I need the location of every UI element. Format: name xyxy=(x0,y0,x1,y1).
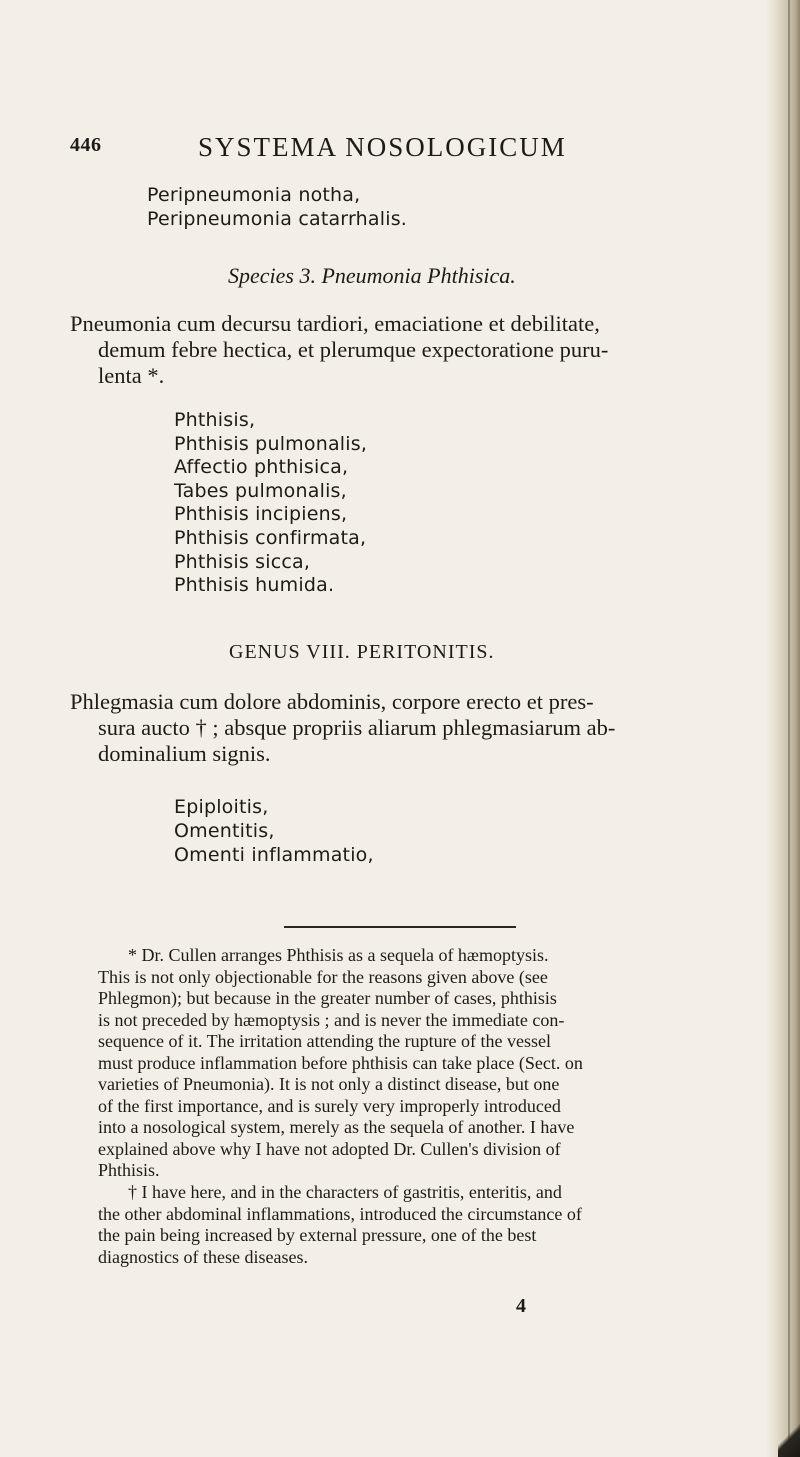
definition-line: Phlegmasia cum dolore abdominis, corpore erecto et pres- xyxy=(70,689,594,714)
footnote-line: is not preceded by hæmoptysis ; and is never the immediate con- xyxy=(98,1009,565,1030)
synonym-entry: Phthisis pulmonalis, xyxy=(174,432,368,455)
footnote-line: into a nosological system, merely as the sequela of another. I have xyxy=(98,1117,575,1137)
footnote-star xyxy=(98,945,800,1182)
footnote-line: varieties of Pneumonia). It is not only a distinct disease, but one xyxy=(98,1074,560,1094)
catchword: 4 xyxy=(516,1295,526,1317)
page-number: 446 xyxy=(70,134,102,156)
synonym-entry: Phthisis, xyxy=(174,409,256,431)
genus-definition xyxy=(70,689,800,767)
footnote-line: the pain being increased by external pressure, one of the best xyxy=(98,1225,537,1245)
running-title: SYSTEMA NOSOLOGICUM xyxy=(198,132,567,162)
footnote-line: diagnostics of these diseases. xyxy=(98,1246,308,1267)
definition-line: Pneumonia cum decursu tardiori, emaciatione et debilitate, xyxy=(70,311,600,336)
definition-line: demum febre hectica, et plerumque expectoratione puru- xyxy=(98,337,609,362)
definition-line: dominalium signis. xyxy=(98,741,271,766)
synonym-entry: Tabes pulmonalis, xyxy=(174,479,347,502)
genus-synonym-list xyxy=(174,795,800,867)
synonym-entry: Peripneumonia notha, xyxy=(147,184,361,206)
footnote-line: Phthisis. xyxy=(98,1160,160,1180)
synonym-entry: Phthisis humida. xyxy=(174,574,335,597)
footnote-line: * Dr. Cullen arranges Phthisis as a sequela of hæmoptysis. xyxy=(128,945,549,965)
synonym-entry: Phthisis sicca, xyxy=(174,550,311,573)
footnote-line: the other abdominal inflammations, introduced the circumstance of xyxy=(98,1203,582,1224)
species-synonym-list xyxy=(174,409,800,598)
footnote-dagger xyxy=(98,1182,800,1268)
top-synonym-list xyxy=(147,183,800,231)
footnote-line: of the first importance, and is surely very improperly introduced xyxy=(98,1095,561,1116)
footnote-line: This is not only objectionable for the reasons given above (see xyxy=(98,966,548,987)
genus-heading: GENUS VIII. PERITONITIS. xyxy=(229,641,495,663)
definition-line: sura aucto † ; absque propriis aliarum phlegmasiarum ab- xyxy=(98,715,616,740)
footnote-rule xyxy=(284,926,516,928)
footnote-line: sequence of it. The irritation attending the rupture of the vessel xyxy=(98,1031,552,1051)
species-heading: Species 3. Pneumonia Phthisica. xyxy=(228,263,516,288)
species-definition xyxy=(70,311,800,389)
footnote-line: Phlegmon); but because in the greater number of cases, phthisis xyxy=(98,988,557,1008)
synonym-entry: Peripneumonia catarrhalis. xyxy=(147,208,408,230)
definition-line: lenta *. xyxy=(98,363,165,388)
synonym-entry: Phthisis confirmata, xyxy=(174,526,367,549)
synonym-entry: Epiploitis, xyxy=(174,796,269,818)
footnote-line: † I have here, and in the characters of gastritis, enteritis, and xyxy=(128,1182,562,1202)
footnote-line: must produce inflammation before phthisis can take place (Sect. on xyxy=(98,1052,583,1073)
synonym-entry: Omenti inflammatio, xyxy=(174,844,374,866)
synonym-entry: Phthisis incipiens, xyxy=(174,503,348,526)
binding-corner-shadow xyxy=(778,1417,800,1457)
footnote-line: explained above why I have not adopted Dr. Cullen's division of xyxy=(98,1138,561,1159)
synonym-entry: Omentitis, xyxy=(174,820,275,842)
page-header xyxy=(70,134,730,170)
synonym-entry: Affectio phthisica, xyxy=(174,456,349,479)
